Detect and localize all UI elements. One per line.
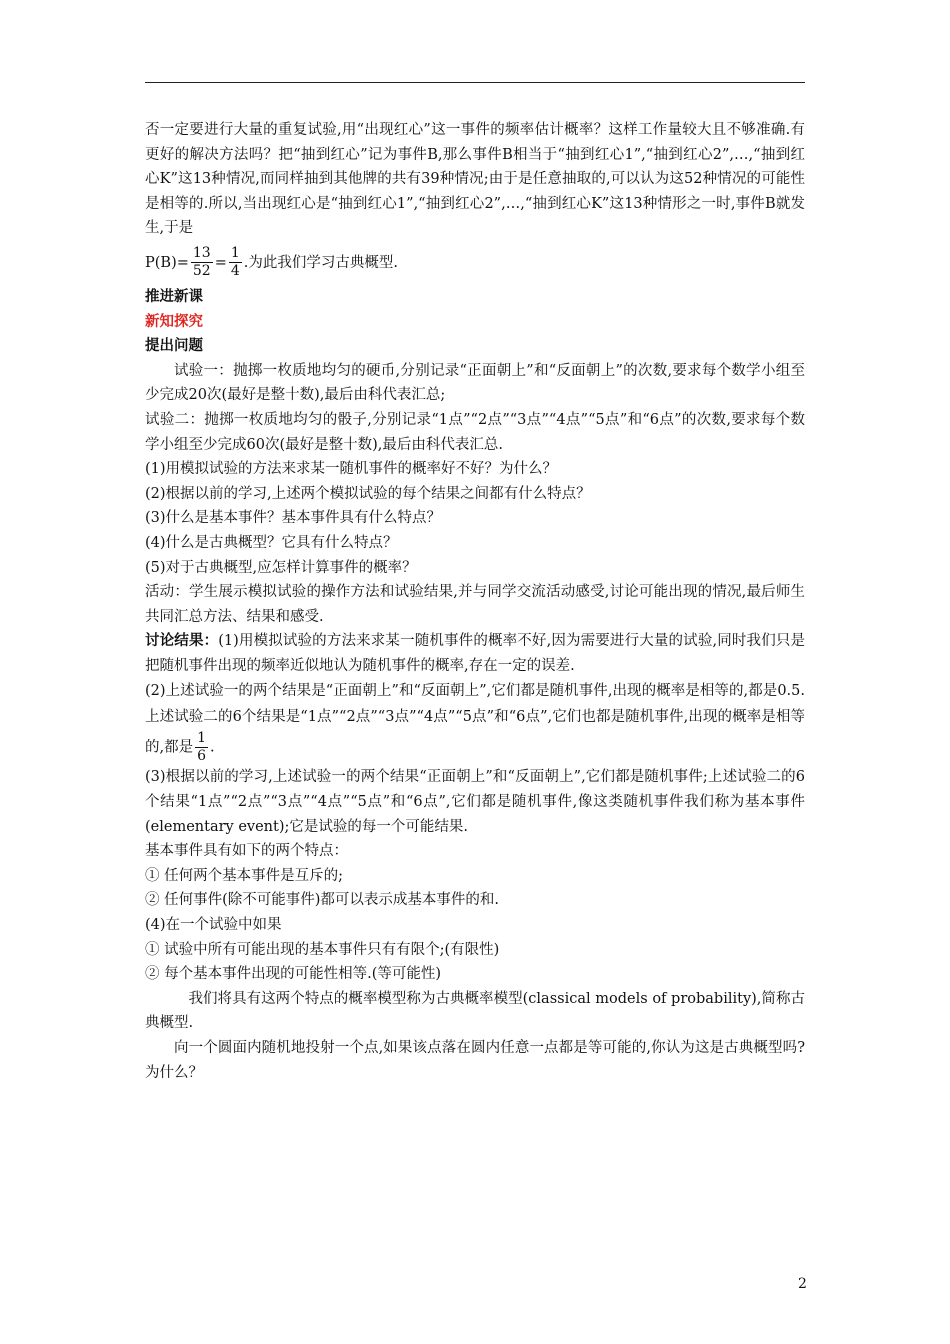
- formula-equals: =: [214, 254, 227, 271]
- header-rule: [145, 82, 805, 83]
- feature-1: ① 任何两个基本事件是互斥的;: [145, 867, 343, 884]
- fraction-denominator: 4: [230, 263, 240, 280]
- fraction-1-6: [195, 730, 208, 765]
- question-2: (2)根据以前的学习,上述两个模拟试验的每个结果之间都有什么特点？: [145, 485, 591, 502]
- question-1: (1)用模拟试验的方法来求某一随机事件的概率好不好？为什么？: [145, 461, 558, 478]
- circle-question: 向一个圆面内随机地投射一个点,如果该点落在圆内任意一点都是等可能的,你认为这是古典概型吗?为什么？: [145, 1040, 805, 1081]
- classical-definition: 我们将具有这两个特点的概率模型称为古典概率模型(classical models of probability),简称古典概型.: [145, 990, 805, 1032]
- discussion-4: (4)在一个试验中如果: [145, 917, 282, 934]
- fraction-denominator: 6: [197, 748, 207, 765]
- intro-paragraph: 否一定要进行大量的重复试验,用“出现红心”这一事件的频率估计概率？这样工作量较大且不够准确.有更好的解决方法吗？把“抽到红心”记为事件B,那么事件B相当于“抽到红心1”,“抽到红心2”,…,“抽到红心K”这13种情况,而同样抽到其他牌的共有39种情况;由于是任意抽取的,可以认为这52种情况的可能性是相等的.所以,当出现红心是“抽到红心1”,“抽到红心2”,…,“抽到红心K”这13种情形之一时,事件B就发生,于是: [145, 122, 805, 237]
- discussion-2: [145, 678, 805, 765]
- features-title: 基本事件具有如下的两个特点：: [145, 843, 348, 860]
- fraction-numerator: 1: [230, 245, 240, 262]
- discussion-1-text: (1)用模拟试验的方法来求某一随机事件的概率不好,因为需要进行大量的试验,同时我们只是把随机事件出现的频率近似地认为随机事件的概率,存在一定的误差.: [145, 633, 805, 674]
- feature-2: ② 任何事件(除不可能事件)都可以表示成基本事件的和.: [145, 892, 500, 909]
- formula-prefix: P(B)=: [145, 254, 189, 271]
- experiment-one: 试验一：抛掷一枚质地均匀的硬币,分别记录“正面朝上”和“反面朝上”的次数,要求每个数学小组至少完成20次(最好是整十数),最后由科代表汇总;: [145, 362, 805, 404]
- document-body: [145, 118, 805, 1085]
- question-5: (5)对于古典概型,应怎样计算事件的概率？: [145, 559, 417, 576]
- formula-suffix: .为此我们学习古典概型.: [243, 254, 399, 271]
- condition-1: ① 试验中所有可能出现的基本事件只有有限个;(有限性): [145, 941, 500, 958]
- discussion-1: [145, 629, 805, 678]
- fraction-1-4: [229, 245, 242, 280]
- formula-line: [145, 241, 805, 285]
- fraction-13-52: [191, 245, 213, 280]
- discussion-2-text: (2)上述试验一的两个结果是“正面朝上”和“反面朝上”,它们都是随机事件,出现的概率是相等的,都是0.5.上述试验二的6个结果是“1点”“2点”“3点”“4点”“5点”和“6点”,它们也都是随机事件,出现的概率是相等的,都是: [145, 683, 805, 756]
- fraction-denominator: 52: [192, 263, 211, 280]
- page-number: 2: [798, 1276, 807, 1292]
- fraction-numerator: 1: [197, 730, 207, 747]
- fraction-numerator: 13: [192, 245, 211, 262]
- discussion-3: (3)根据以前的学习,上述试验一的两个结果“正面朝上”和“反面朝上”,它们都是随机事件;上述试验二的6个结果“1点”“2点”“3点”“4点”“5点”和“6点”,它们都是随机事件,像这类随机事件我们称为基本事件(elementary event);它是试验的每一个可能结果.: [145, 769, 805, 835]
- heading-new-knowledge: 新知探究: [145, 313, 203, 330]
- question-3: (3)什么是基本事件？基本事件具有什么特点？: [145, 510, 442, 527]
- question-4: (4)什么是古典概型？它具有什么特点？: [145, 534, 398, 551]
- discussion-label: 讨论结果：: [145, 633, 219, 650]
- experiment-two: 试验二：抛掷一枚质地均匀的骰子,分别记录“1点”“2点”“3点”“4点”“5点”和“6点”的次数,要求每个数学小组至少完成60次(最好是整十数),最后由科代表汇总.: [145, 411, 805, 453]
- heading-questions: 提出问题: [145, 338, 203, 355]
- activity-paragraph: 活动：学生展示模拟试验的操作方法和试验结果,并与同学交流活动感受,讨论可能出现的情况,最后师生共同汇总方法、结果和感受.: [145, 584, 805, 625]
- heading-new-lesson: 推进新课: [145, 288, 203, 305]
- condition-2: ② 每个基本事件出现的可能性相等.(等可能性): [145, 966, 442, 983]
- discussion-2-end: .: [210, 739, 215, 756]
